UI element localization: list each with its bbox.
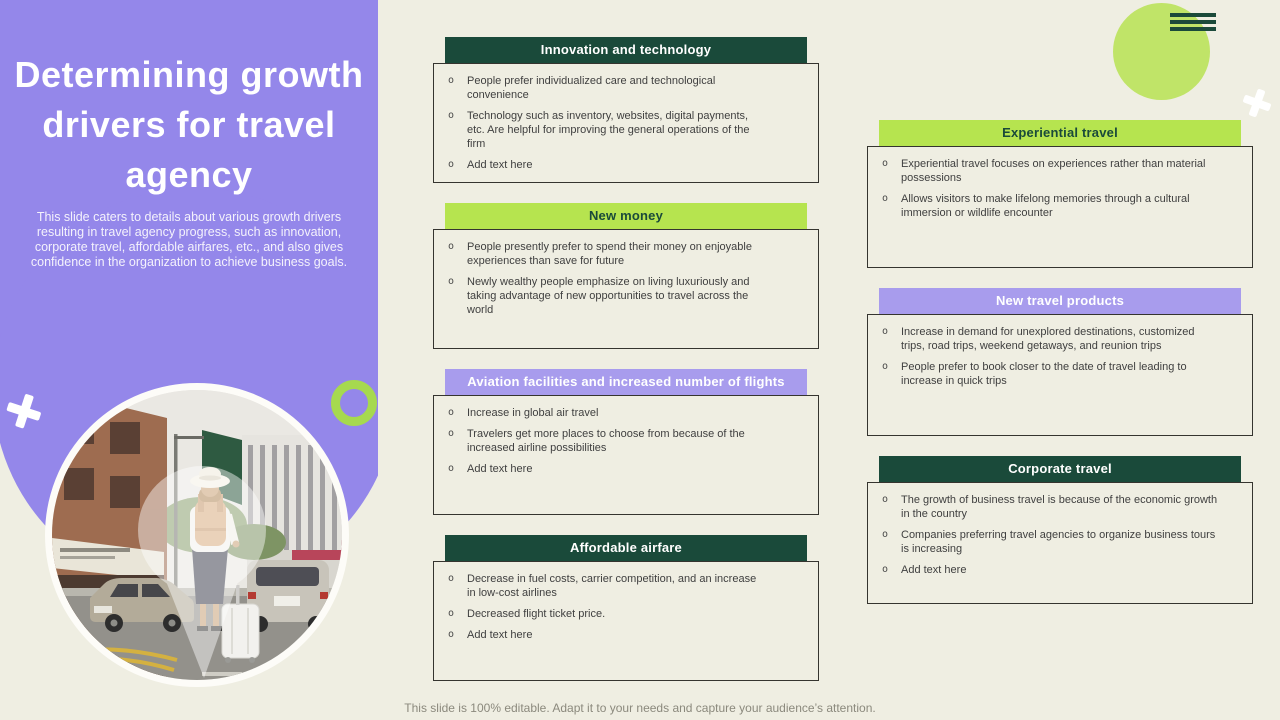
card [867, 288, 1253, 436]
bullet-marker-icon: o [448, 573, 455, 584]
card-title: Affordable airfare [445, 535, 807, 561]
bullet-text: Technology such as inventory, websites, digital payments, etc. Are helpful for improving the general operations of the firm [467, 110, 750, 150]
bullet-marker-icon: o [448, 75, 455, 86]
menu-lines-icon [1170, 13, 1216, 34]
bullet-text: Newly wealthy people emphasize on living luxuriously and taking advantage of new opportunities to travel across the world [467, 276, 750, 316]
bullet-marker-icon: o [882, 193, 889, 204]
ring-icon [331, 380, 377, 426]
card [867, 456, 1253, 604]
bullet-item [448, 109, 810, 151]
bullet-marker-icon: o [882, 494, 889, 505]
card-body [433, 63, 819, 183]
bullet-text: Companies preferring travel agencies to organize business tours is increasing [901, 529, 1216, 555]
bullet-item [882, 360, 1244, 388]
bullet-marker-icon: o [448, 276, 455, 287]
bullet-text: Experiential travel focuses on experiences rather than material possessions [901, 158, 1206, 184]
slide-description: This slide caters to details about various growth drivers resulting in travel agency progress, such as innovation, corporate travel, affordable airfares, etc., and also gives confidence in the organization to achieve business goals. [30, 210, 348, 269]
card-body [867, 482, 1253, 604]
bullet-item [882, 157, 1244, 185]
bullet-text: People presently prefer to spend their money on enjoyable experiences than save for future [467, 241, 752, 267]
card-body [867, 314, 1253, 436]
bullet-text[interactable]: Add text here [467, 629, 533, 641]
bullet-marker-icon: o [448, 241, 455, 252]
card-title: New travel products [879, 288, 1241, 314]
bullet-text: Decreased flight ticket price. [467, 608, 606, 620]
card [433, 203, 819, 349]
card [433, 535, 819, 681]
bullet-marker-icon: o [448, 407, 455, 418]
bullet-text: Decrease in fuel costs, carrier competition, and an increase in low-cost airlines [467, 573, 757, 599]
card-body [867, 146, 1253, 268]
bullet-text[interactable]: Add text here [467, 463, 533, 475]
bullet-marker-icon: o [448, 463, 455, 474]
middle-column [433, 37, 819, 701]
bullet-text: Increase in global air travel [467, 407, 599, 419]
traveler-photo [45, 383, 349, 687]
bullet-marker-icon: o [448, 608, 455, 619]
bullet-item [448, 607, 810, 621]
bullet-text: People prefer individualized care and technological convenience [467, 75, 716, 101]
card [433, 369, 819, 515]
bullet-item [882, 325, 1244, 353]
bullet-marker-icon: o [448, 110, 455, 121]
bullet-marker-icon: o [448, 428, 455, 439]
bullet-text: People prefer to book closer to the date of travel leading to increase in quick trips [901, 361, 1187, 387]
bullet-marker-icon: o [882, 326, 889, 337]
bullet-item [448, 427, 810, 455]
right-column [867, 120, 1253, 624]
bullet-text[interactable]: Add text here [901, 564, 967, 576]
bullet-item [448, 462, 810, 476]
bullet-item [448, 158, 810, 172]
bullet-item [448, 275, 810, 317]
card [867, 120, 1253, 268]
bullet-item [882, 192, 1244, 220]
card-title: Experiential travel [879, 120, 1241, 146]
footer-note: This slide is 100% editable. Adapt it to your needs and capture your audience’s attention. [404, 701, 876, 715]
bullet-item [448, 406, 810, 420]
bullet-text: Increase in demand for unexplored destinations, customized trips, road trips, weekend getaways, and reunion trips [901, 326, 1195, 352]
left-panel [0, 0, 378, 720]
bullet-item [448, 628, 810, 642]
bullet-item [448, 74, 810, 102]
card [433, 37, 819, 183]
card-title: Innovation and technology [445, 37, 807, 63]
bullet-marker-icon: o [882, 564, 889, 575]
page-title: Determining growth drivers for travel agency [14, 54, 364, 195]
bullet-text: The growth of business travel is because of the economic growth in the country [901, 494, 1218, 520]
bullet-item [448, 572, 810, 600]
card-title: New money [445, 203, 807, 229]
bullet-item [448, 240, 810, 268]
bullet-marker-icon: o [882, 158, 889, 169]
bullet-item [882, 493, 1244, 521]
bullet-text[interactable]: Add text here [467, 159, 533, 171]
bullet-marker-icon: o [882, 361, 889, 372]
card-body [433, 561, 819, 681]
bullet-marker-icon: o [448, 629, 455, 640]
card-body [433, 395, 819, 515]
bullet-text: Travelers get more places to choose from because of the increased airline possibilities [467, 428, 745, 454]
bullet-item [882, 563, 1244, 577]
bullet-text: Allows visitors to make lifelong memories through a cultural immersion or wildlife encounter [901, 193, 1190, 219]
plus-icon [1239, 85, 1275, 121]
street-photo-illustration [52, 390, 342, 680]
bullet-marker-icon: o [448, 159, 455, 170]
card-title: Corporate travel [879, 456, 1241, 482]
card-body [433, 229, 819, 349]
bullet-item [882, 528, 1244, 556]
bullet-marker-icon: o [882, 529, 889, 540]
card-title: Aviation facilities and increased number of flights [445, 369, 807, 395]
